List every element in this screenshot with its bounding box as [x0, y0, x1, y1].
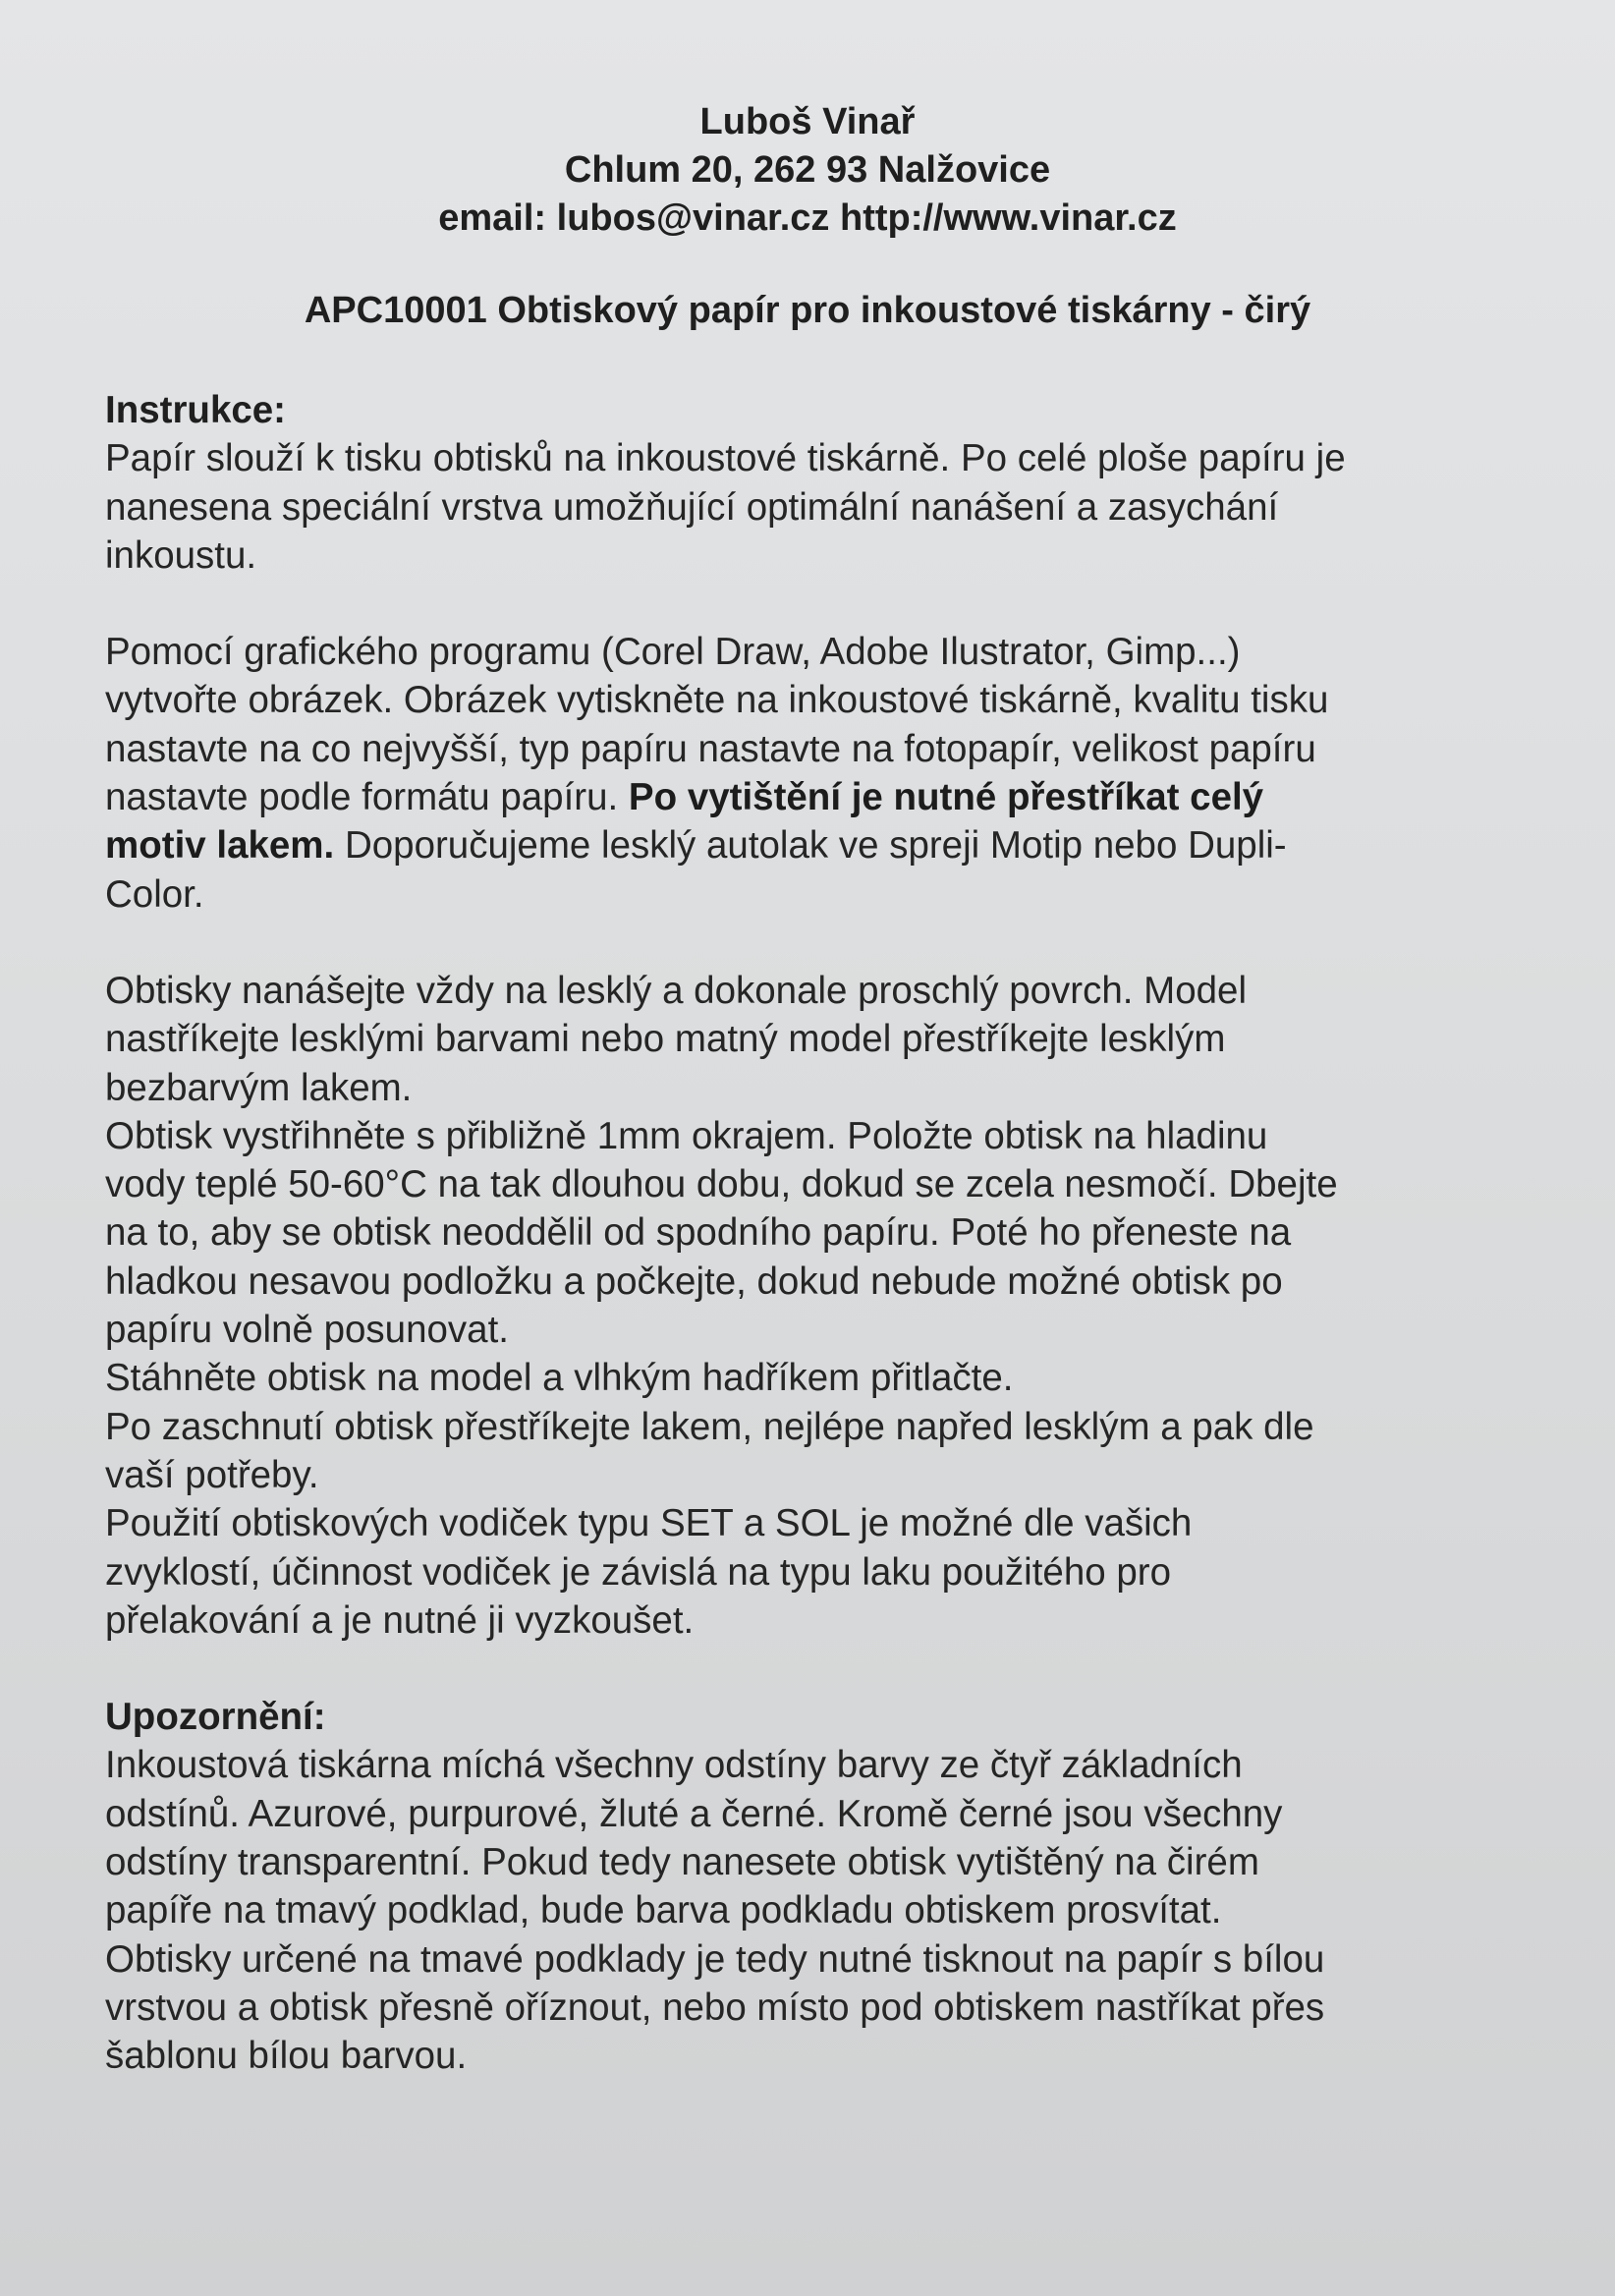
text-line: odstínů. Azurové, purpurové, žluté a černé. Kromě černé jsou všechny — [105, 1792, 1283, 1835]
text-line: inkoustu. — [105, 533, 257, 577]
text-line: hladkou nesavou podložku a počkejte, dokud nebude možné obtisk po — [105, 1260, 1283, 1303]
emphasis-text: Po vytištění je nutné přestříkat celý — [628, 776, 1264, 819]
text-segment: Doporučujeme lesklý autolak ve spreji Motip nebo Dupli- — [334, 824, 1287, 868]
text-line: papíře na tmavý podklad, bude barva podkladu obtiskem prosvítat. — [105, 1889, 1222, 1932]
text-line: na to, aby se obtisk neoddělil od spodního papíru. Poté ho přeneste na — [105, 1211, 1292, 1255]
text-line: Papír slouží k tisku obtisků na inkoustové tiskárně. Po celé ploše papíru je — [105, 437, 1346, 480]
sender-address: Chlum 20, 262 93 Nalžovice — [564, 149, 1051, 191]
paragraph-gap — [105, 919, 1530, 967]
instructions-paragraph-3 — [105, 967, 1530, 1645]
text-line: nastříkejte lesklými barvami nebo matný model přestříkejte lesklým — [105, 1018, 1226, 1061]
text-line: nanesena speciální vrstva umožňující optimální nanášení a zasychání — [105, 485, 1279, 529]
text-line: Obtisky určené na tmavé podklady je tedy nutné tisknout na papír s bílou — [105, 1937, 1325, 1981]
text-line — [105, 821, 1530, 869]
text-line: Stáhněte obtisk na model a vlhkým hadříkem přitlačte. — [105, 1357, 1014, 1400]
paragraph-gap — [105, 1645, 1530, 1693]
text-line: Použití obtiskových vodiček typu SET a SOL je možné dle vašich — [105, 1502, 1193, 1545]
text-line: papíru volně posunovat. — [105, 1309, 509, 1352]
text-line: vaší potřeby. — [105, 1453, 319, 1496]
instructions-paragraph-1 — [105, 434, 1530, 580]
text-line: zvyklostí, účinnost vodiček je závislá na typu laku použitého pro — [105, 1550, 1171, 1594]
instructions-heading: Instrukce: — [105, 389, 287, 431]
text-line: Color. — [105, 872, 204, 916]
instructions-paragraph-2 — [105, 628, 1530, 919]
document-body — [105, 386, 1530, 2081]
text-line: Pomocí grafického programu (Corel Draw, Adobe Ilustrator, Gimp...) — [105, 631, 1241, 674]
text-line: Po zaschnutí obtisk přestříkejte lakem, nejlépe napřed lesklým a pak dle — [105, 1405, 1314, 1448]
text-line: vytvořte obrázek. Obrázek vytiskněte na inkoustové tiskárně, kvalitu tisku — [105, 679, 1329, 722]
document-title: APC10001 Obtiskový papír pro inkoustové tiskárny - čirý — [304, 290, 1311, 331]
text-line: šablonu bílou barvou. — [105, 2035, 468, 2078]
text-line: přelakování a je nutné ji vyzkoušet. — [105, 1598, 695, 1642]
text-line — [105, 773, 1530, 821]
text-line: nastavte na co nejvyšší, typ papíru nastavte na fotopapír, velikost papíru — [105, 727, 1316, 770]
sender-contact: email: lubos@vinar.cz http://www.vinar.cz — [438, 197, 1177, 239]
text-line: Obtisky nanášejte vždy na lesklý a dokonale proschlý povrch. Model — [105, 969, 1248, 1012]
text-line: vody teplé 50-60°C na tak dlouhou dobu, dokud se zcela nesmočí. Dbejte — [105, 1163, 1338, 1206]
text-line: bezbarvým lakem. — [105, 1066, 413, 1109]
text-line: vrstvou a obtisk přesně oříznout, nebo místo pod obtiskem nastříkat přes — [105, 1986, 1325, 2029]
text-line: Inkoustová tiskárna míchá všechny odstíny barvy ze čtyř základních — [105, 1744, 1243, 1787]
warning-heading: Upozornění: — [105, 1696, 326, 1739]
sender-header — [0, 98, 1615, 243]
emphasis-text: motiv lakem. — [105, 824, 335, 868]
text-line: Obtisk vystřihněte s přibližně 1mm okrajem. Položte obtisk na hladinu — [105, 1114, 1268, 1157]
paragraph-gap — [105, 580, 1530, 628]
sender-name: Luboš Vinař — [699, 101, 916, 142]
text-segment: nastavte podle formátu papíru. — [105, 776, 629, 819]
text-line: odstíny transparentní. Pokud tedy nanesete obtisk vytištěný na čirém — [105, 1841, 1259, 1884]
warning-paragraph — [105, 1741, 1530, 2080]
